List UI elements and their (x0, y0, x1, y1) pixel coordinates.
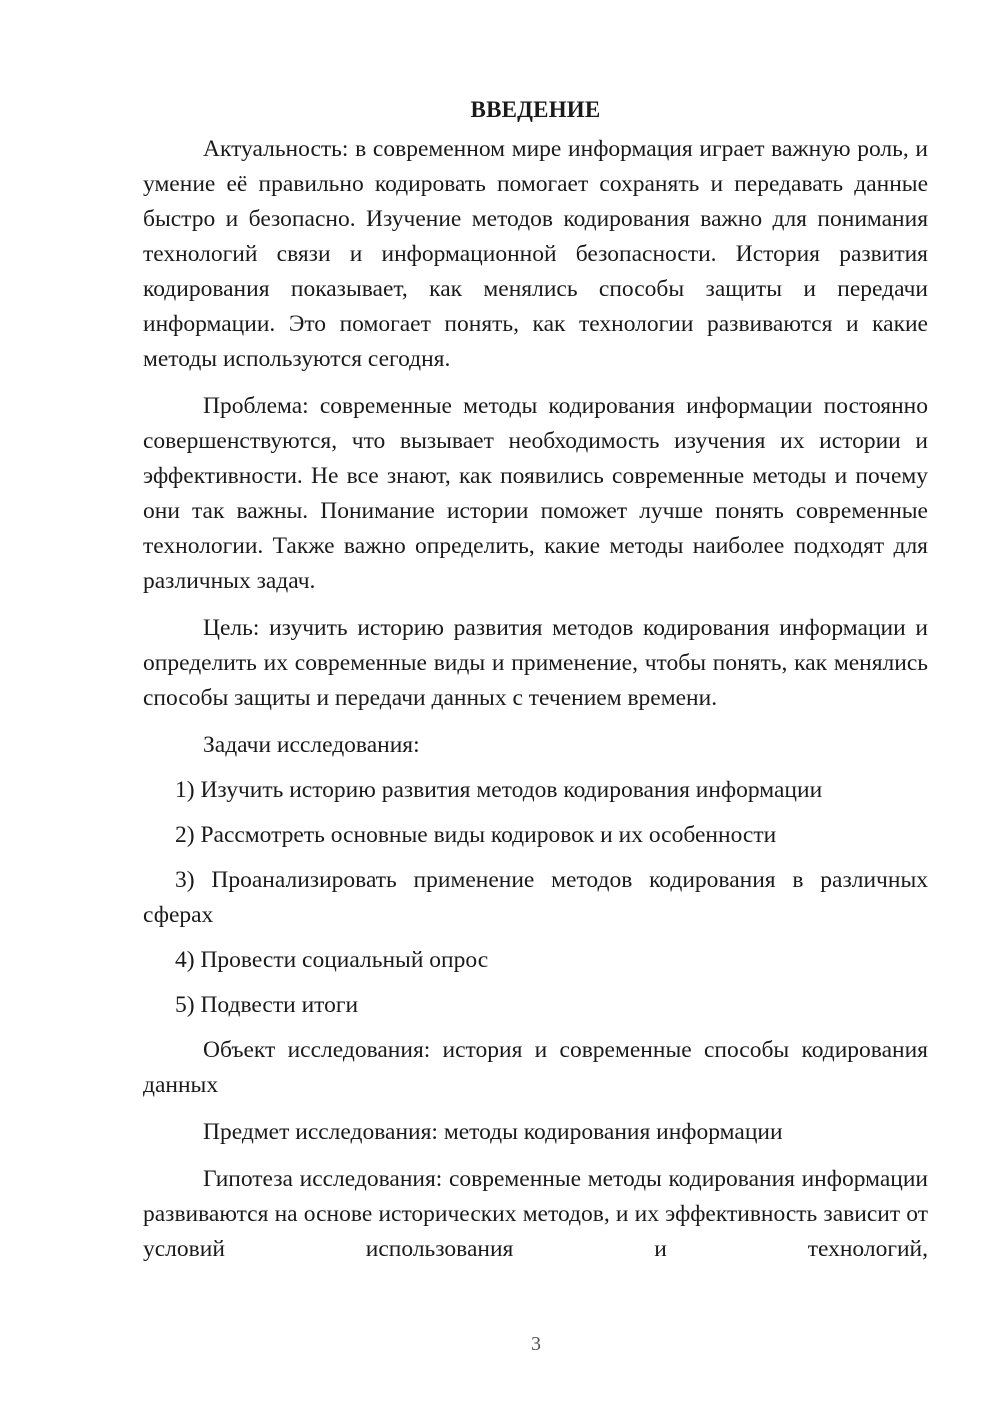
task-item: 2) Рассмотреть основные виды кодировок и их особенности (175, 822, 777, 848)
page-number: 3 (531, 1333, 541, 1355)
paragraph-problem: Проблема: современные методы кодирования информации постоянно совершенствуются, что вызывает необходимость изучения их истории и эффективности. Не все знают, как появились современные методы и почему они так важны. Понимание истории поможет лучше понять современные технологии. Также важно определить, какие методы наиболее подходят для различных задач. (143, 393, 928, 594)
paragraph-relevance: Актуальность: в современном мире информация играет важную роль, и умение её правильно кодировать помогает сохранять и передавать данные быстро и безопасно. Изучение методов кодирования важно для понимания технологий связи и информационной безопасности. История развития кодирования показывает, как менялись способы защиты и передачи информации. Это помогает понять, как технологии развиваются и какие методы используются сегодня. (143, 136, 928, 372)
task-item: 3) Проанализировать применение методов кодирования в различных сферах (143, 867, 928, 928)
paragraph-subject: Предмет исследования: методы кодирования информации (203, 1119, 783, 1145)
section-title: ВВЕДЕНИЕ (470, 97, 601, 122)
tasks-list (143, 773, 928, 1023)
task-item: 1) Изучить историю развития методов кодирования информации (175, 777, 823, 803)
paragraph-hypothesis: Гипотеза исследования: современные методы кодирования информации развиваются на основе исторических методов, и их эффективность зависит от условий использования и технологий, (143, 1166, 928, 1262)
task-item: 5) Подвести итоги (175, 992, 359, 1018)
tasks-heading: Задачи исследования: (203, 732, 420, 758)
paragraph-object: Объект исследования: история и современные способы кодирования данных (143, 1037, 928, 1098)
page-content (143, 92, 928, 1267)
task-item: 4) Провести социальный опрос (175, 947, 489, 973)
paragraph-goal: Цель: изучить историю развития методов кодирования информации и определить их современные виды и применение, чтобы понять, как менялись способы защиты и передачи данных с течением времени. (143, 615, 928, 711)
